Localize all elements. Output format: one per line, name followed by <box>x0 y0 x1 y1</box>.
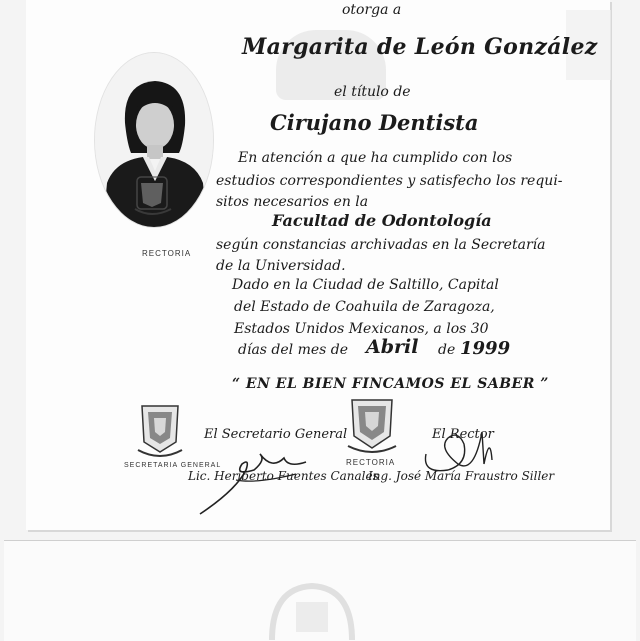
rector-signature <box>418 424 508 494</box>
otorga-line: otorga a <box>342 2 402 18</box>
photo-seal-label: RECTORIA <box>142 249 192 258</box>
titulo-line: el título de <box>334 84 411 100</box>
center-seal-label: RECTORIA <box>346 458 396 467</box>
body-line-4: según constancias archivadas en la Secretaría <box>216 237 546 253</box>
place-line-3: Estados Unidos Mexicanos, a los 30 <box>234 321 489 337</box>
rector-name: Ing. José María Fraustro Siller <box>368 469 555 483</box>
body-line-5: de la Universidad. <box>216 258 346 274</box>
body-line-2: estudios correspondientes y satisfecho los requi- <box>216 173 563 189</box>
secretary-name: Lic. Heriberto Fuentes Canales <box>188 469 379 483</box>
date-year: 1999 <box>460 338 511 359</box>
degree-title: Cirujano Dentista <box>270 110 479 135</box>
left-seal-label: SECRETARIA GENERAL <box>124 462 222 469</box>
date-month: Abril <box>366 336 419 358</box>
place-line-2: del Estado de Coahuila de Zaragoza, <box>234 299 495 315</box>
second-page-watermark <box>252 578 372 640</box>
secretary-title: El Secretario General <box>204 427 348 442</box>
secretaria-general-seal <box>136 402 184 464</box>
graduate-photo <box>94 52 214 228</box>
university-motto: “ EN EL BIEN FINCAMOS EL SABER ” <box>232 376 549 392</box>
date-prefix: días del mes de <box>238 342 349 358</box>
rectoria-seal <box>346 394 398 460</box>
rector-title: El Rector <box>432 427 494 442</box>
date-de: de <box>438 342 456 358</box>
place-line-1: Dado en la Ciudad de Saltillo, Capital <box>232 277 499 293</box>
faculty-name: Facultad de Odontología <box>272 211 492 230</box>
recipient-name: Margarita de León González <box>242 34 598 60</box>
body-line-1: En atención a que ha cumplido con los <box>238 150 513 166</box>
body-line-3: sitos necesarios en la <box>216 194 369 210</box>
